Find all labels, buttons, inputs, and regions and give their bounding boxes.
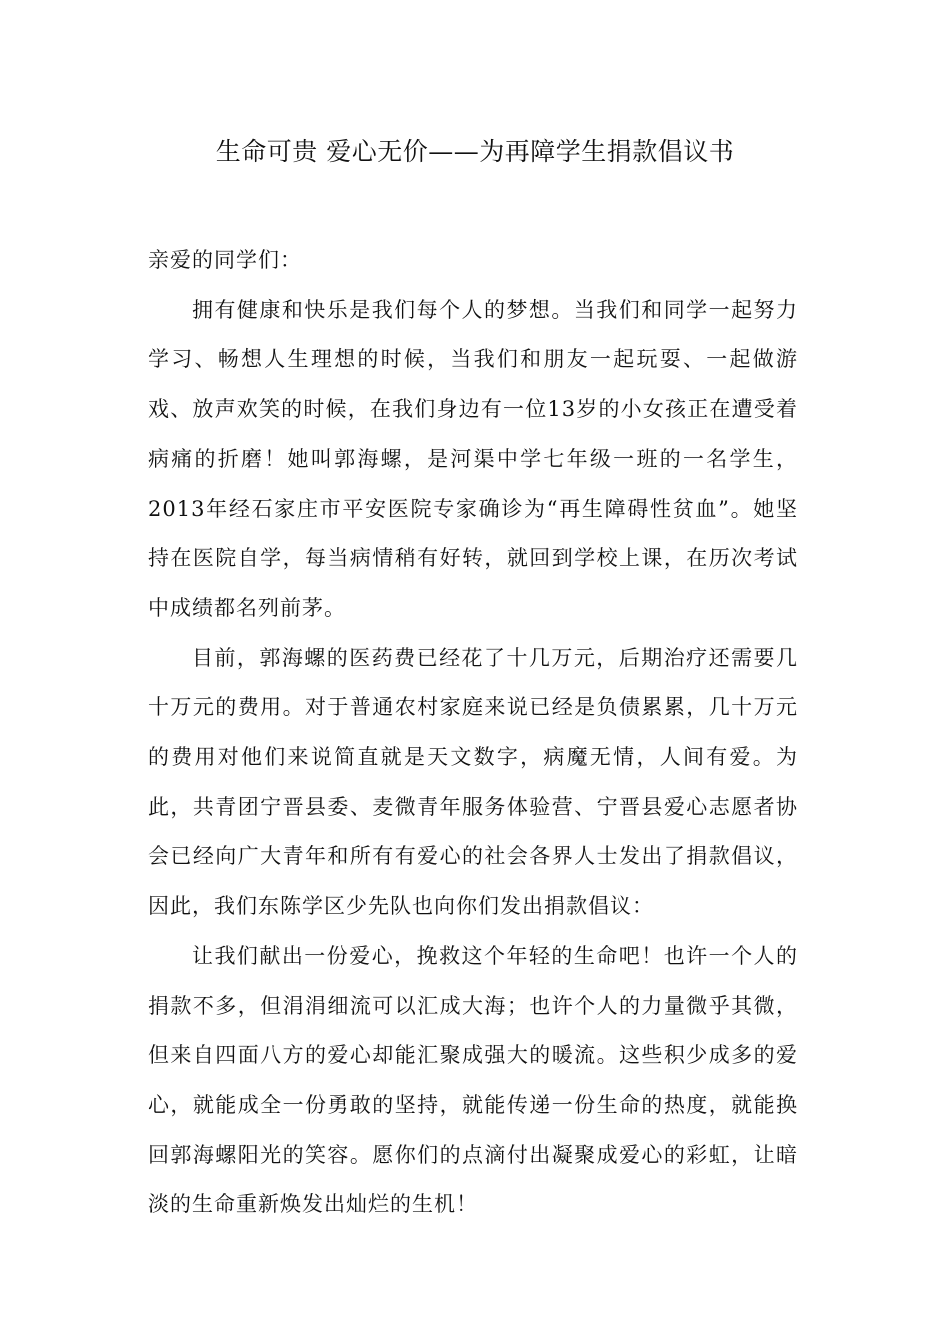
paragraph-2: 目前，郭海螺的医药费已经花了十几万元，后期治疗还需要几十万元的费用。对于普通农村家庭来说已经是负债累累，几十万元的费用对他们来说简直就是天文数字，病魔无情，人间有爱。为此，共青团宁晋县委、麦微青年服务体验营、宁晋县爱心志愿者协会已经向广大青年和所有有爱心的社会各界人士发出了捐款倡议，因此，我们东陈学区少先队也向你们发出捐款倡议：	[148, 645, 798, 919]
paragraph-1: 拥有健康和快乐是我们每个人的梦想。当我们和同学一起努力学习、畅想人生理想的时候，当我们和朋友一起玩耍、一起做游戏、放声欢笑的时候，在我们身边有一位13岁的小女孩正在遭受着病痛的折磨！她叫郭海螺，是河渠中学七年级一班的一名学生，2013年经石家庄市平安医院专家确诊为“再生障碍性贫血”。她坚持在医院自学，每当病情稍有好转，就回到学校上课，在历次考试中成绩都名列前茅。	[148, 297, 798, 620]
salutation: 亲爱的同学们：	[148, 248, 302, 272]
document-title: 生命可贵 爱心无价——为再障学生捐款倡议书	[215, 137, 735, 166]
paragraph-3: 让我们献出一份爱心，挽救这个年轻的生命吧！也许一个人的捐款不多，但涓涓细流可以汇成大海；也许个人的力量微乎其微，但来自四面八方的爱心却能汇聚成强大的暖流。这些积少成多的爱心，就能成全一份勇敢的坚持，就能传递一份生命的热度，就能换回郭海螺阳光的笑容。愿你们的点滴付出凝聚成爱心的彩虹，让暗淡的生命重新焕发出灿烂的生机！	[148, 943, 798, 1217]
document-body	[148, 236, 798, 1230]
